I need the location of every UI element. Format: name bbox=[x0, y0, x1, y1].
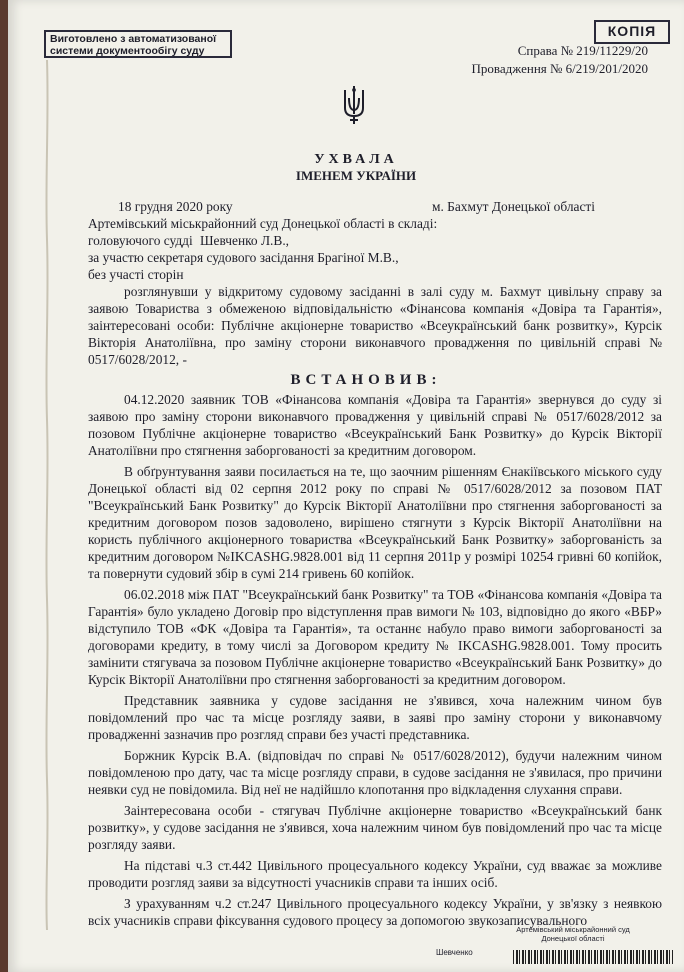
judge-label: головуючого судді bbox=[88, 233, 193, 248]
doc-place: м. Бахмут Донецької області bbox=[432, 199, 595, 214]
intro-block bbox=[88, 283, 662, 372]
secretary: за участю секретаря судового засідання Брагіної М.В., bbox=[88, 250, 399, 265]
paragraph: 06.02.2018 між ПАТ "Всеукраїнський банк Розвитку" та ТОВ «Фінансова компанія «Довіра та Гарантія» було укладено Договір про відступлення прав вимоги № 103, відповідно до якого «ВБР» відступило ТОВ «ФК «Довіра та Гарантія», та останнє набуло право вимоги заборгованості за договорами кредиту, в тому числі за Договором кредиту № IKCASHG.9828.001. Тому просить замінити стягувача за позовом Публічне акціонерне товариство «Всеукраїнський Банк Розвитку» до Курсік Вікторії Анатоліївни про стягнення заборгованості за кредитним договором. bbox=[88, 587, 662, 687]
paragraph: Представник заявника у судове засідання не з'явився, хоча належним чином був повідомлений про час та місце розгляду заяви, в заяві про заміну сторони у виконавчому провадженні зазначив про розгляд справи без участі представника. bbox=[88, 693, 662, 742]
paragraph: З урахуванням ч.2 ст.247 Цивільного процесуального кодексу України, у зв'язку з неявкою всіх учасників справи фіксування судового процесу за допомогою звукозаписувального bbox=[88, 896, 662, 928]
proceeding-number: Провадження № 6/219/201/2020 bbox=[471, 61, 648, 76]
intro-paragraph: розглянувши у відкритому судовому засіданні в залі суду м. Бахмут цивільну справу за заявою Товариства з обмеженою відповідальністю «Фінансова компанія «Довіра та Гарантія», заінтересовані особи: Публічне акціонерне товариство «Всеукраїнський банк розвитку», Курсік Вікторія Анатоліївна, про заміну сторони виконавчого провадження по цивільній справі № 0517/6028/2012, - bbox=[88, 284, 662, 367]
doc-subtitle: ІМЕНЕМ УКРАЇНИ bbox=[295, 168, 417, 183]
bottom-stamp-line-1: Артемівський міськрайонний суд bbox=[516, 925, 630, 934]
stamp-line-2: системи документообігу суду bbox=[50, 45, 205, 57]
court-name: Артемівський міськрайонний суд Донецької області в складі: bbox=[88, 216, 438, 231]
paragraph: Боржник Курсік В.А. (відповідач по справі № 0517/6028/2012), будучи належним чином повідомленою про дату, час та місце розгляду справи, в судове засідання не з'явилася, про причини неявки суд не повідомила. Від неї не надійшло клопотання про відкладення слухання справи. bbox=[88, 748, 662, 797]
binding-stitch bbox=[44, 60, 50, 930]
paragraph: В обґрунтування заяви посилається на те, що заочним рішенням Єнакіївського міського суду Донецької області від 02 серпня 2012 року по справі № 0517/6028/2012 за позовом ПАТ "Всеукраїнський Банк Розвитку" до Курсік Вікторії Анатоліївни про стягнення заборгованості за кредитним договором позов задоволено, вирішено стягнути з Курсік Вікторії Анатоліївни на користь публічного акціонерного товариства «Всеукраїнський Банк Розвитку» заборгованість за кредитним договором №IKCASHG.9828.001 від 11 серпня 2011р у розмірі 10254 гривні 60 копійок, та повернути судовий збір в сумі 214 гривень 60 копійок. bbox=[88, 464, 662, 581]
stamp-line-1: Виготовлено з автоматизованої bbox=[50, 33, 217, 45]
case-info bbox=[472, 42, 648, 78]
copy-stamp: КОПІЯ bbox=[594, 20, 670, 44]
paragraph: На підставі ч.3 ст.442 Цивільного процесуального кодексу України, суд вважає за можливе проводити розгляд заяви за відсутності учасників справи та інших осіб. bbox=[88, 858, 662, 890]
doc-title: УХВАЛА bbox=[314, 152, 398, 167]
case-number: Справа № 219/11229/20 bbox=[517, 43, 648, 58]
doc-date: 18 грудня 2020 року bbox=[118, 199, 233, 214]
barcode bbox=[513, 950, 673, 964]
established-heading: ВСТАНОВИВ: bbox=[290, 372, 442, 388]
signer-name: Шевченко bbox=[436, 948, 473, 957]
bottom-stamp-line-2: Донецької області bbox=[541, 934, 605, 943]
paragraph: Заінтересована особи - стягувач Публічне акціонерне товариство «Всеукраїнський банк розвитку», у судове засідання не з'явився, хоча належним чином був повідомлений про час та місце розгляду заяви. bbox=[88, 803, 662, 852]
trident-emblem-icon bbox=[341, 84, 367, 126]
document-page bbox=[8, 0, 684, 972]
main-body bbox=[88, 391, 662, 933]
auto-system-stamp bbox=[44, 30, 232, 58]
paragraph: 04.12.2020 заявник ТОВ «Фінансова компанія «Довіра та Гарантія» звернувся до суду зі заявою про заміну сторони виконавчого провадження у цивільній справі № 0517/6028/2012 за позовом Публічне акціонерне товариство «Всеукраїнський Банк Розвитку» до Курсік Вікторії Анатоліївни про стягнення заборгованості за кредитним договором. bbox=[88, 392, 662, 458]
no-parties: без участі сторін bbox=[88, 267, 184, 282]
judge-name: Шевченко Л.В., bbox=[200, 233, 290, 248]
